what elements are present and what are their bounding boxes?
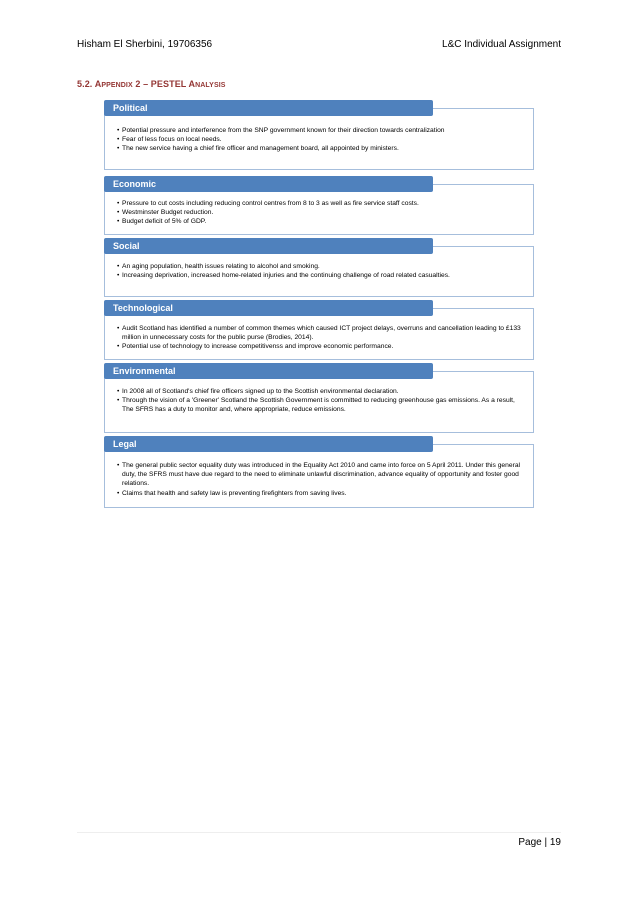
pestel-box bbox=[104, 444, 534, 508]
pestel-heading: Legal bbox=[104, 436, 433, 452]
pestel-item: • Fear of less focus on local needs. bbox=[117, 135, 527, 144]
pestel-item: • Westminster Budget reduction. bbox=[117, 208, 527, 217]
pestel-item: • Budget deficit of 5% of GDP. bbox=[117, 217, 527, 226]
footer-divider bbox=[77, 832, 561, 833]
pestel-heading: Economic bbox=[104, 176, 433, 192]
pestel-item: • Increasing deprivation, increased home-related injuries and the continuing challenge of road related casualties. bbox=[117, 271, 527, 280]
pestel-item: • Pressure to cut costs including reducing control centres from 8 to 3 as well as fire service staff costs. bbox=[117, 199, 527, 208]
appendix-num: 2 – bbox=[135, 79, 149, 89]
pestel-heading: Political bbox=[104, 100, 433, 116]
analysis-first: A bbox=[188, 79, 196, 89]
pestel-box bbox=[104, 371, 534, 433]
page-number: Page | 19 bbox=[518, 837, 561, 848]
section-title bbox=[77, 79, 226, 89]
pestel-item: • In 2008 all of Scotland's chief fire officers signed up to the Scottish environmental declaration. bbox=[117, 387, 527, 396]
pestel-item: • Potential pressure and interference from the SNP government known for their direction towards centralization bbox=[117, 126, 527, 135]
pestel-item: • Potential use of technology to increase competitivenss and improve economic performance. bbox=[117, 342, 527, 351]
pestel-word: PESTEL bbox=[150, 79, 187, 89]
header-course: L&C Individual Assignment bbox=[442, 39, 561, 50]
pestel-heading: Technological bbox=[104, 300, 433, 316]
pestel-heading: Social bbox=[104, 238, 433, 254]
pestel-item: • An aging population, health issues relating to alcohol and smoking. bbox=[117, 262, 527, 271]
pestel-item: • Through the vision of a 'Greener' Scotland the Scottish Government is committed to reducing greenhouse gas emissions. As a result, The SFRS has a duty to monitor and, where appropriate, reduce emissions. bbox=[117, 396, 527, 414]
appendix-rest: PPENDIX bbox=[101, 82, 133, 89]
header-author: Hisham El Sherbini, 19706356 bbox=[77, 39, 213, 50]
pestel-box bbox=[104, 108, 534, 170]
pestel-item: • Audit Scotland has identified a number of common themes which caused ICT project delays, overruns and cancellation leading to £133 million in unnecessary costs for the public purse (Brodies, 2014). bbox=[117, 324, 527, 342]
analysis-rest: NALYSIS bbox=[195, 82, 226, 89]
appendix-first: A bbox=[94, 79, 102, 89]
pestel-heading: Environmental bbox=[104, 363, 433, 379]
section-number: 5.2. bbox=[77, 79, 93, 89]
pestel-item: • The new service having a chief fire officer and management board, all appointed by ministers. bbox=[117, 144, 527, 153]
pestel-item: • Claims that health and safety law is preventing firefighters from saving lives. bbox=[117, 489, 527, 498]
pestel-item: • The general public sector equality duty was introduced in the Equality Act 2010 and came into force on 5 April 2011. Under this general duty, the SFRS must have due regard to the need to eliminate unlawful discrimination, advance equality of opportunity and foster good relations. bbox=[117, 461, 527, 489]
